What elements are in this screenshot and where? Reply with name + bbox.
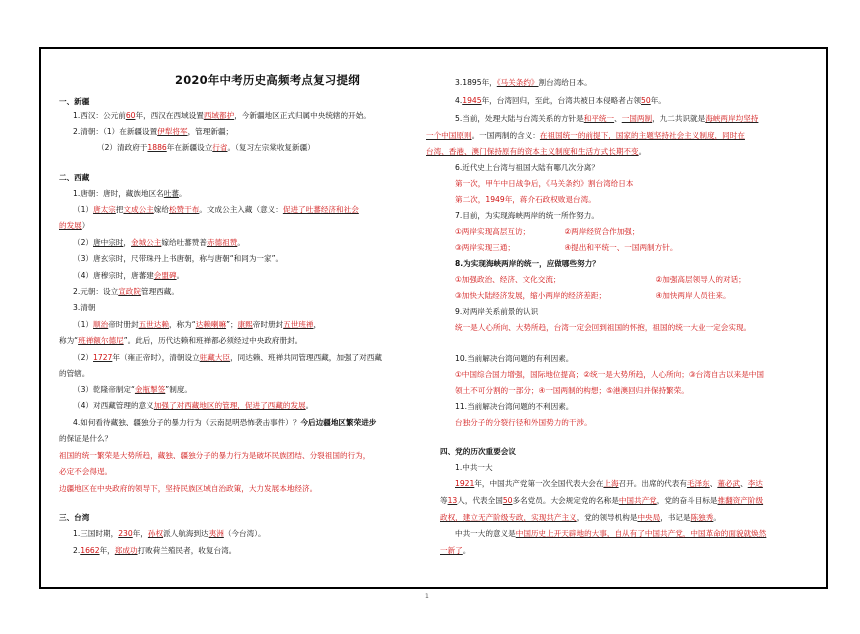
right-line (440, 513, 721, 523)
answer-blank: 台湾、香港、澳门保持原有的资本主义制度和生活方式长期不变 (426, 147, 639, 156)
text-run: ，党的奋斗目标是 (656, 496, 718, 505)
text-run: 。 (305, 401, 314, 410)
left-line (73, 418, 376, 428)
text-run: 。 (638, 147, 647, 156)
text-run: 中共一大的意义是 (455, 529, 516, 538)
text-run: ，同达赖、班禅共同管理西藏，加强了对西藏 (230, 353, 382, 362)
text-run: ”制度。 (165, 385, 193, 394)
text-run: 1.西汉：公元前 (73, 111, 126, 120)
right-line (455, 163, 599, 173)
text-run: ，书记是 (660, 513, 691, 522)
answer-blank: 海峡两岸均坚持 (705, 114, 759, 123)
right-line (455, 243, 677, 253)
answer-blank: 60 (125, 111, 136, 120)
text-run: 第二次，1949年，蒋介石政权败退台湾。 (455, 195, 596, 204)
answer-blank: 中国共产党 (618, 496, 657, 505)
answer-blank: 宣政院 (118, 287, 141, 296)
right-line (455, 259, 600, 269)
right-line (455, 275, 746, 285)
right-line (455, 354, 573, 364)
right-line (455, 529, 766, 539)
text-run: 。（复习左宗棠收复新疆） (227, 143, 315, 152)
text-run: 4. (455, 96, 463, 105)
text-run: 。文成公主入藏（意义： (199, 205, 283, 214)
text-run: （3）唐玄宗时，尺带珠丹上书唐朝，称与唐朝“和同为一家”。 (73, 254, 284, 263)
text-run: 称为“ (59, 336, 79, 345)
text-run: （1） (73, 205, 94, 214)
left-line (73, 385, 192, 395)
right-line (455, 386, 689, 396)
right-line (455, 211, 599, 221)
text-run: 年（雍正帝时），清朝设立 (112, 353, 200, 362)
text-run: ） (81, 221, 90, 230)
text-run: 2. (73, 546, 81, 555)
answer-blank: 班禅额尔德尼 (78, 336, 124, 345)
right-line (455, 307, 538, 317)
answer-blank: 金瓶掣签 (134, 385, 166, 394)
text-run: ③加快大陆经济发展，缩小两岸的经济差距； ④加快两岸人员往来。 (455, 291, 731, 300)
left-line (73, 529, 266, 539)
text-run: 2020年中考历史高频考点复习提纲 (175, 73, 360, 87)
text-run: 统一是人心所向、大势所趋，台湾一定会回到祖国的怀抱，祖国的统一大业一定会实现。 (455, 323, 752, 332)
answer-blank: 230 (118, 529, 133, 538)
text-run: 。 (178, 189, 187, 198)
text-run: ”。此后，历代达赖和班禅都必须经过中央政府册封。 (123, 336, 303, 345)
left-line (59, 434, 112, 444)
answer-blank: 五世达赖 (138, 320, 169, 329)
text-run: 帝时册封 (252, 320, 284, 329)
left-line (73, 320, 321, 330)
text-run: 。一国两制的含义： (471, 131, 540, 140)
text-run: 3.清朝 (73, 303, 96, 312)
text-run: ，党的领导机构是 (576, 513, 638, 522)
text-run: 人，代表全国 (457, 496, 503, 505)
text-run: （3）乾隆帝制定“ (73, 385, 135, 394)
left-line (59, 336, 302, 346)
right-line (455, 463, 493, 473)
text-run: 的管辖。 (59, 369, 90, 378)
answer-blank: 《马关条约》 (496, 78, 539, 87)
answer-blank: 加强了对西藏地区的管理，促进了西藏的发展 (153, 401, 306, 410)
right-line (455, 479, 763, 489)
text-run: 、 (614, 114, 622, 123)
text-run: ①加强政治、经济、文化交流； ②加强高层领导人的对话； (455, 275, 746, 284)
answer-blank: 毛泽东 (686, 479, 710, 488)
left-line (73, 127, 233, 137)
text-run: ，今新疆地区正式归属中央统辖的开始。 (234, 111, 371, 120)
left-line (59, 221, 89, 231)
text-run: ”； (226, 320, 238, 329)
text-run: ①中国综合国力增强，国际地位提高；②统一是大势所趋，人心所向；③台湾自古以来是中国 (455, 370, 764, 379)
text-run: ①两岸实现高层互访； ②两岸经贸合作加强； (455, 227, 640, 236)
text-run: 领土不可分割的一部分；④一国两制的构想；⑤港澳回归并保持繁荣。 (455, 386, 689, 395)
text-run: ③两岸实现三通； ④提出和平统一、一国两制方针。 (455, 243, 678, 252)
answer-blank: 上海 (603, 479, 619, 488)
left-line (73, 287, 179, 297)
left-line (73, 303, 95, 313)
text-run: 年在新疆设立 (166, 143, 213, 152)
text-run: 二、西藏 (59, 173, 90, 182)
answer-blank: 中国历史上开天辟地的大事，自从有了中国共产党，中国革命的面貌就焕然 (515, 529, 767, 538)
text-run: 11.当前解决台湾问题的不利因素。 (455, 402, 574, 411)
right-line (455, 114, 758, 124)
right-line (455, 291, 731, 301)
answer-blank: 顺治 (93, 320, 109, 329)
text-run: ，称为“ (168, 320, 196, 329)
right-line (440, 496, 763, 506)
text-run: 派人航海到达 (163, 529, 209, 538)
answer-blank: 松赞干布 (168, 205, 200, 214)
answer-blank: 夷洲 (208, 529, 224, 538)
text-run: 年，中国共产党第一次全国代表大会在 (474, 479, 604, 488)
text-run: 嫁给 (153, 205, 169, 214)
text-run: 10.当前解决台湾问题的有利因素。 (455, 354, 574, 363)
text-run: 祖国的统一繁荣是大势所趋，藏独、疆独分子的暴力行为是破坏民族团结、分裂祖国的行为， (59, 451, 371, 460)
text-run: 1.中共一大 (455, 463, 493, 472)
text-run: 帝时册封 (108, 320, 139, 329)
text-run: 今后边疆地区繁荣进步 (300, 418, 377, 427)
answer-blank: 赤德祖赞 (206, 238, 238, 247)
left-line (97, 143, 315, 153)
text-run: 1.三国时期， (73, 529, 119, 538)
answer-blank: 13 (447, 496, 458, 505)
answer-blank: 在祖国统一的前提下，国家的主题坚持社会主义制度，同时在 (539, 131, 745, 140)
text-run: （今台湾）。 (223, 529, 266, 538)
text-run: 4.如何看待藏独、疆独分子的暴力行为（云南昆明恐怖袭击事件）？ (73, 418, 301, 427)
answer-blank: 驻藏大臣 (199, 353, 231, 362)
left-line (73, 111, 371, 121)
answer-blank: 一个中国原则 (426, 131, 472, 140)
left-line (73, 205, 359, 215)
text-run: 3.1895年， (455, 78, 497, 87)
answer-blank: 吐蕃 (163, 189, 179, 198)
left-line (59, 513, 89, 523)
text-run: 2.元朝：设立 (73, 287, 119, 296)
right-line (440, 447, 516, 457)
left-line (73, 546, 236, 556)
text-run: ，九二共识就是 (652, 114, 706, 123)
text-run: 打败荷兰殖民者，收复台湾。 (137, 546, 237, 555)
left-line (73, 254, 283, 264)
left-line (59, 173, 89, 183)
right-line (440, 546, 470, 556)
answer-blank: 西域都护 (203, 111, 235, 120)
text-run: 把 (115, 205, 124, 214)
text-run: （2） (73, 238, 94, 247)
text-run: （4）唐穆宗时，唐蕃建 (73, 271, 154, 280)
text-run: ，管理新疆； (187, 127, 234, 136)
right-line (455, 323, 751, 333)
left-line (59, 451, 370, 461)
answer-blank: 唐中宗时 (93, 238, 124, 247)
right-line (455, 418, 592, 428)
answer-blank: 的发展 (59, 221, 82, 230)
text-run: 。 (713, 513, 721, 522)
answer-blank: 政权，建立无产阶级专政，实现共产主义 (440, 513, 577, 522)
text-run: 年。 (650, 96, 666, 105)
left-line (73, 401, 313, 411)
text-run: 、 (740, 479, 748, 488)
text-run: ， (313, 320, 322, 329)
text-run: 7.目前，为实现海峡两岸的统一所作努力。 (455, 211, 599, 220)
text-run: 多名党员。大会规定党的名称是 (512, 496, 619, 505)
answer-blank: 50 (641, 96, 651, 105)
text-run: 、 (709, 479, 718, 488)
text-run: 边疆地区在中央政府的领导下，坚持民族区域自治政策，大力发展本地经济。 (59, 484, 318, 493)
answer-blank: 和平统一 (583, 114, 615, 123)
answer-blank: 50 (502, 496, 513, 505)
answer-blank: 促进了吐蕃经济和社会 (282, 205, 359, 214)
right-line (455, 402, 573, 412)
answer-blank: 郑成功 (114, 546, 138, 555)
left-line (59, 467, 112, 477)
text-run: 嫁给吐蕃赞普 (161, 238, 207, 247)
text-run: （1） (73, 320, 94, 329)
answer-blank: 1886 (147, 143, 167, 152)
text-run: 割台湾给日本。 (538, 78, 592, 87)
answer-blank: 一国两制 (621, 114, 653, 123)
left-line (73, 353, 382, 363)
answer-blank: 1662 (80, 546, 100, 555)
answer-blank: 金城公主 (131, 238, 162, 247)
text-run: 年，台湾回归，至此，台湾共被日本侵略者占领 (481, 96, 642, 105)
text-run: 台独分子的分裂行径和外国势力的干涉。 (455, 418, 592, 427)
left-line (73, 189, 187, 199)
left-line (59, 484, 317, 494)
text-run: 。 (462, 546, 471, 555)
answer-blank: 一新了 (440, 546, 463, 555)
answer-blank: 行省 (212, 143, 228, 152)
text-run: 四、党的历次重要会议 (440, 447, 516, 456)
right-line (455, 370, 764, 380)
text-run: 年， (99, 546, 115, 555)
left-line (59, 369, 89, 379)
text-run: （4）对西藏管理的意义 (73, 401, 154, 410)
right-line (455, 227, 639, 237)
right-line (455, 96, 666, 106)
text-run: 年，西汉在西域设置 (135, 111, 204, 120)
answer-blank: 陈独秀 (690, 513, 714, 522)
left-line (73, 238, 245, 248)
answer-blank: 1727 (93, 353, 113, 362)
text-run: （2） (73, 353, 94, 362)
text-run: 5.当前，处理大陆与台湾关系的方针是 (455, 114, 584, 123)
right-line (455, 195, 596, 205)
text-run: 8.为实现海峡两岸的统一，应做哪些努力？ (455, 259, 600, 268)
text-run: 一、新疆 (59, 97, 90, 106)
text-run: 9.对两岸关系前景的认识 (455, 307, 539, 316)
text-run: 1.唐朝：唐时，藏族地区名 (73, 189, 164, 198)
text-run: 等 (440, 496, 448, 505)
answer-blank: 中央局 (637, 513, 661, 522)
text-run: 。 (237, 238, 245, 247)
text-run: 。 (176, 271, 185, 280)
text-run: 召开。出席的代表有 (618, 479, 687, 488)
text-run: 必定不会得逞。 (59, 467, 113, 476)
page-number: 1 (425, 593, 429, 600)
left-line (73, 271, 184, 281)
right-line (455, 179, 633, 189)
answer-blank: 文成公主 (123, 205, 154, 214)
answer-blank: 李达 (747, 479, 763, 488)
answer-blank: 达赖喇嘛 (195, 320, 227, 329)
text-run: 三、台湾 (59, 513, 90, 522)
text-run: 2.清朝：（1）在新疆设置 (73, 127, 158, 136)
answer-blank: 董必武 (717, 479, 741, 488)
text-run: 管理西藏。 (141, 287, 179, 296)
answer-blank: 推翻资产阶级 (717, 496, 764, 505)
answer-blank: 伊犁将军 (157, 127, 188, 136)
answer-blank: 会盟碑 (153, 271, 177, 280)
right-line (426, 147, 646, 157)
text-run: （2）清政府于 (97, 143, 148, 152)
answer-blank: 康熙 (237, 320, 253, 329)
answer-blank: 五世班禅 (283, 320, 314, 329)
answer-blank: 1921 (455, 479, 475, 488)
text-run: 第一次，甲午中日战争后，《马关条约》割台湾给日本 (455, 179, 634, 188)
text-run: ， (123, 238, 131, 247)
left-line (59, 97, 89, 107)
left-line (175, 75, 360, 85)
text-run: 的保证是什么？ (59, 434, 113, 443)
answer-blank: 唐太宗 (93, 205, 116, 214)
right-line (455, 78, 592, 88)
text-run: 年， (132, 529, 148, 538)
answer-blank: 1945 (462, 96, 482, 105)
right-line (426, 131, 745, 141)
answer-blank: 孙权 (147, 529, 164, 538)
text-run: 6.近代史上台湾与祖国大陆有哪几次分离？ (455, 163, 599, 172)
